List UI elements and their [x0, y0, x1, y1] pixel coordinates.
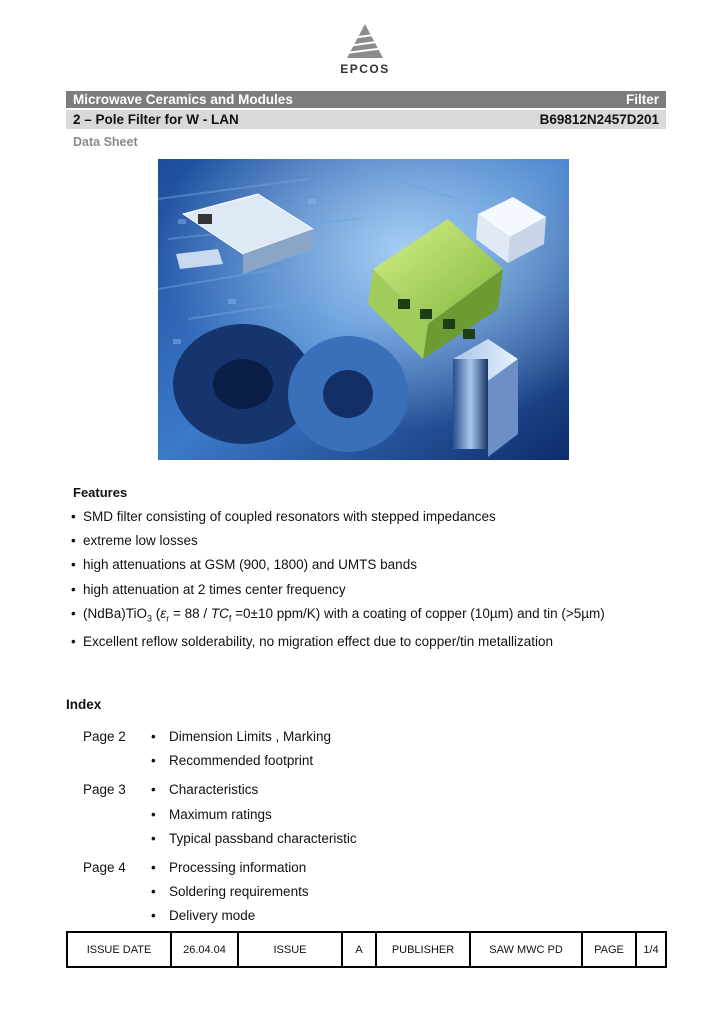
bullet-icon: • [71, 582, 76, 597]
bullet-icon: • [71, 557, 76, 572]
feature-item: • high attenuations at GSM (900, 1800) and UMTS bands [71, 557, 417, 572]
feature-item-material: • (NdBa)TiO$_3$ ($\varepsilon_r = 88 / TC_f =0\pm 10$ ppm/K) with a coating of copper (10µm) and tin (>5µm) [71, 606, 605, 624]
bullet-icon: • [71, 606, 76, 621]
bullet-icon: • [151, 753, 156, 768]
feature-item: • high attenuation at 2 times center frequency [71, 582, 346, 597]
bullet-icon: • [151, 831, 156, 846]
index-title: Index [66, 697, 102, 712]
issue-date-value: 26.04.04 [171, 932, 238, 967]
publisher-value: SAW MWC PD [470, 932, 582, 967]
page-label: PAGE [582, 932, 636, 967]
bullet-icon: • [71, 634, 76, 649]
index-item: Maximum ratings [169, 807, 272, 822]
product-bar [66, 110, 666, 129]
epcos-logo [330, 22, 400, 82]
index-page-label: Page 2 [83, 729, 126, 744]
features-title: Features [73, 485, 128, 500]
bullet-icon: • [151, 884, 156, 899]
bullet-icon: • [151, 782, 156, 797]
product-photo [158, 159, 569, 460]
index-item: Recommended footprint [169, 753, 314, 768]
bullet-icon: • [71, 533, 76, 548]
index-page-label: Page 3 [83, 782, 126, 797]
category-bar [66, 91, 666, 108]
feature-item: • extreme low losses [71, 533, 198, 548]
bullet-icon: • [71, 509, 76, 524]
publisher-label: PUBLISHER [376, 932, 470, 967]
index-item: Dimension Limits , Marking [169, 729, 332, 744]
index-item: Soldering requirements [169, 884, 309, 899]
index-item: Delivery mode [169, 908, 256, 923]
epcos-triangle-icon [343, 22, 387, 60]
category-title: Microwave Ceramics and Modules [73, 92, 293, 107]
part-number: B69812N2457D201 [539, 112, 659, 127]
feature-item: • SMD filter consisting of coupled resonators with stepped impedances [71, 509, 496, 524]
index-page-label: Page 4 [83, 860, 126, 875]
logo-text: EPCOS [340, 62, 390, 76]
category-type: Filter [625, 92, 659, 107]
bullet-icon: • [151, 729, 156, 744]
bullet-icon: • [151, 807, 156, 822]
bullet-icon: • [151, 860, 156, 875]
issue-date-label: ISSUE DATE [67, 932, 171, 967]
page-value: 1/4 [636, 932, 666, 967]
feature-item: • Excellent reflow solderability, no migration effect due to copper/tin metallization [71, 634, 553, 649]
issue-label: ISSUE [238, 932, 342, 967]
index-item: Typical passband characteristic [169, 831, 357, 846]
index-item: Processing information [169, 860, 307, 875]
product-title: 2 – Pole Filter for W - LAN [73, 112, 239, 127]
doc-type-label: Data Sheet [73, 135, 138, 149]
index-item: Characteristics [169, 782, 259, 797]
bullet-icon: • [151, 908, 156, 923]
issue-value: A [342, 932, 376, 967]
footer-table [66, 931, 667, 968]
